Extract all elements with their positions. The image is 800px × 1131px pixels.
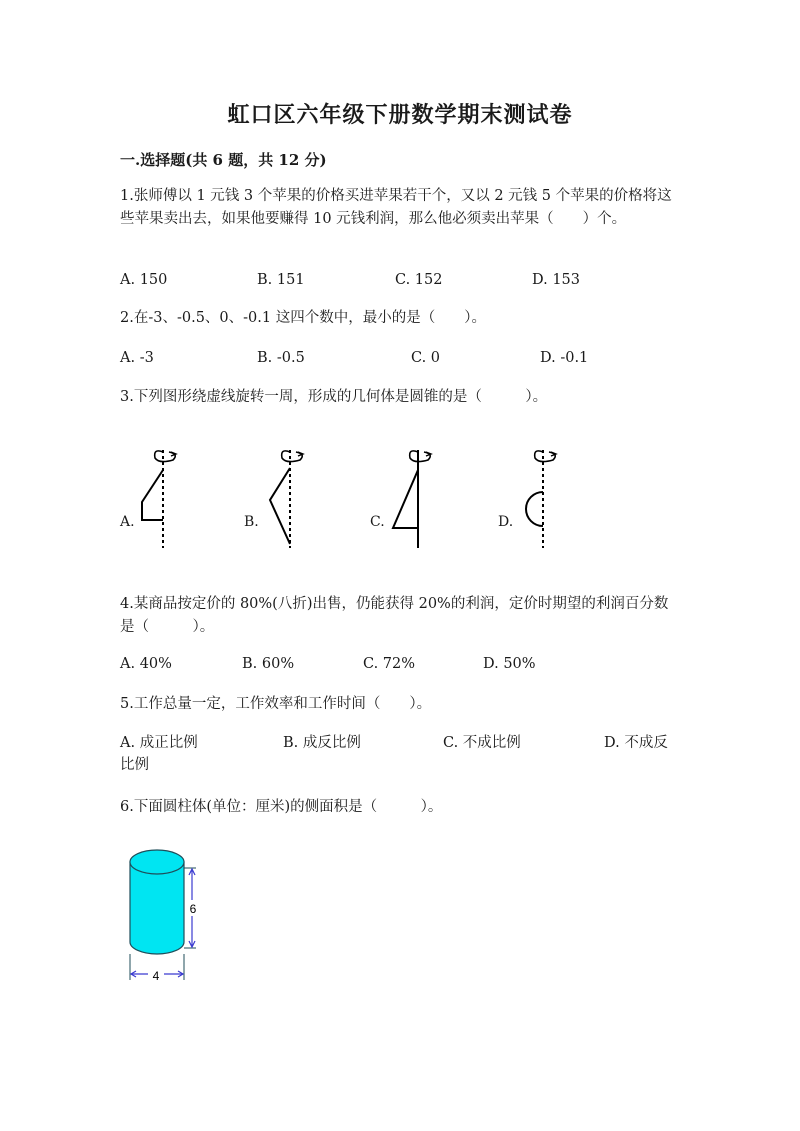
- question-3-figure-label-b[interactable]: B.: [244, 514, 259, 530]
- question-2-option-c[interactable]: C. 0: [411, 350, 441, 366]
- question-2-option-b[interactable]: B. -0.5: [257, 350, 305, 366]
- question-3-figure-label-c[interactable]: C.: [370, 514, 385, 530]
- question-6-cylinder-figure: [118, 840, 228, 990]
- question-3-figure-b: [262, 440, 312, 550]
- question-3-figure-a: [135, 440, 185, 550]
- question-1-option-c[interactable]: C. 152: [395, 272, 443, 288]
- question-3-figure-label-a[interactable]: A.: [120, 514, 135, 530]
- cylinder-diameter-label: 4: [152, 969, 160, 983]
- question-3-figure-label-d[interactable]: D.: [498, 514, 514, 530]
- question-4-option-a[interactable]: A. 40%: [120, 656, 172, 672]
- question-1-option-a[interactable]: A. 150: [120, 272, 168, 288]
- section-heading: 一.选择题(共 6 题，共 12 分): [120, 151, 327, 169]
- question-2-text: 2.在-3、-0.5、0、-0.1 这四个数中，最小的是（ ）。: [120, 310, 486, 326]
- question-5-option-b[interactable]: B. 成反比例: [283, 735, 361, 751]
- question-3-figure-c: [390, 440, 440, 550]
- question-1-option-d[interactable]: D. 153: [532, 272, 581, 288]
- cylinder-height-label: 6: [189, 902, 197, 916]
- question-4-option-c[interactable]: C. 72%: [363, 656, 416, 672]
- question-5-option-a[interactable]: A. 成正比例: [120, 735, 198, 751]
- question-5-option-d[interactable]: D. 不成反: [604, 735, 668, 751]
- page-title: 虹口区六年级下册数学期末测试卷: [227, 102, 573, 128]
- question-5-option-c[interactable]: C. 不成比例: [443, 735, 521, 751]
- question-5-option-d-wrap: 比例: [120, 757, 149, 773]
- question-6-text: 6.下面圆柱体(单位：厘米)的侧面积是（ ）。: [120, 799, 443, 815]
- question-4-option-d[interactable]: D. 50%: [483, 656, 536, 672]
- question-2-option-d[interactable]: D. -0.1: [540, 350, 589, 366]
- question-1-option-b[interactable]: B. 151: [257, 272, 305, 288]
- question-3-figure-d: [515, 440, 565, 550]
- question-5-text: 5.工作总量一定，工作效率和工作时间（ ）。: [120, 696, 432, 712]
- question-3-text: 3.下列图形绕虚线旋转一周，形成的几何体是圆锥的是（ ）。: [120, 389, 548, 405]
- question-1-text: 1.张师傅以 1 元钱 3 个苹果的价格买进苹果若干个，又以 2 元钱 5 个苹果的价格将这些苹果卖出去，如果他要赚得 10 元钱利润，那么他必须卖出苹果（ ）个。: [120, 188, 672, 227]
- question-2-option-a[interactable]: A. -3: [120, 350, 154, 366]
- question-4-option-b[interactable]: B. 60%: [242, 656, 295, 672]
- question-4-text: 4.某商品按定价的 80%(八折)出售，仍能获得 20%的利润，定价时期望的利润百分数是（ ）。: [120, 596, 669, 635]
